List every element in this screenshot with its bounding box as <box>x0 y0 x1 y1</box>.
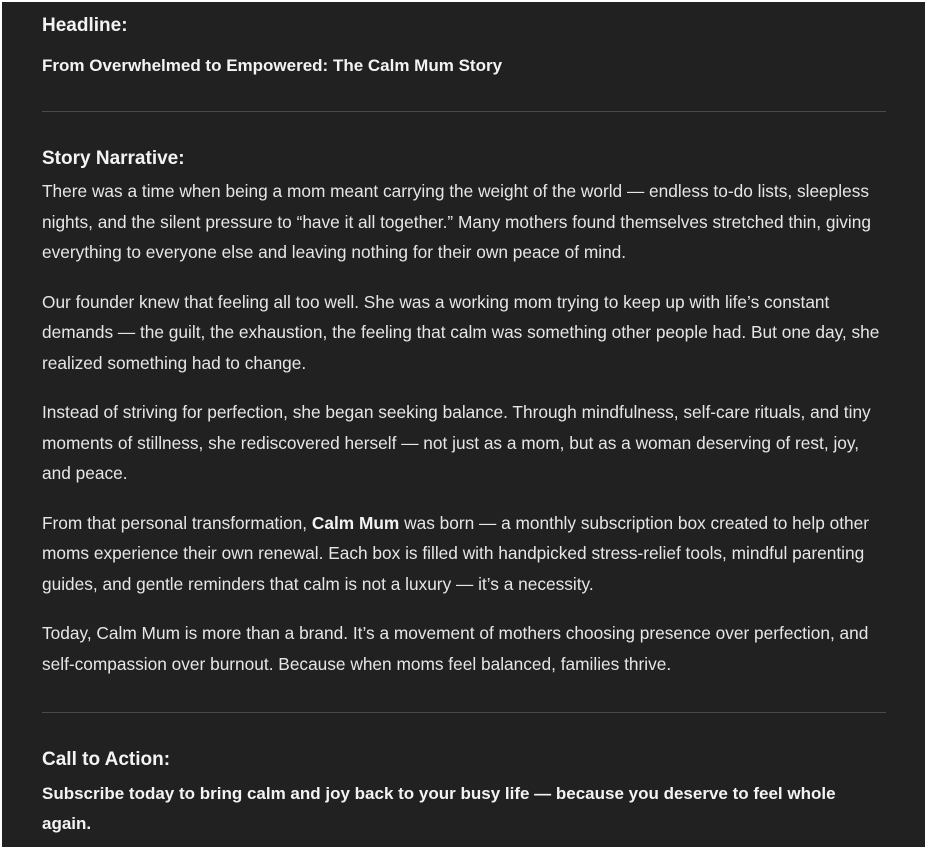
story-narrative-label: Story Narrative: <box>42 148 185 169</box>
narrative-paragraph: There was a time when being a mom meant carrying the weight of the world — endless to-do lists, sleepless nights, and the silent pressure to “have it all together.” Many mothers found themselves stretched thin, giving everything to everyone else and leaving nothing for their own peace of mind. <box>42 181 871 262</box>
narrative-paragraph: Today, Calm Mum is more than a brand. It’s a movement of mothers choosing presence over perfection, and self-compassion over burnout. Because when moms feel balanced, families thrive. <box>42 623 869 674</box>
brand-name-bold: Calm Mum <box>311 512 400 533</box>
headline-label: Headline: <box>42 15 128 36</box>
headline-text: From Overwhelmed to Empowered: The Calm Mum Story <box>42 56 503 75</box>
paragraph-text: From that personal transformation, <box>42 512 308 533</box>
document-panel <box>2 2 925 847</box>
paragraph-text: was born — a monthly subscription box created to help other moms experience their own renewal. Each box is filled with handpicked stress-relief tools, mindful parenting guides, and gentle reminders that calm is not a luxury — it’s a necessity. <box>42 512 870 594</box>
call-to-action-label: Call to Action: <box>42 749 171 770</box>
call-to-action-text: Subscribe today to bring calm and joy back to your busy life — because you deserve to feel whole again. <box>42 784 836 833</box>
document-content <box>42 2 886 839</box>
narrative-paragraph: Our founder knew that feeling all too well. She was a working mom trying to keep up with life’s constant demands — the guilt, the exhaustion, the feeling that calm was something other people had. But one day, she realized something had to change. <box>42 291 880 373</box>
narrative-paragraph: Instead of striving for perfection, she began seeking balance. Through mindfulness, self-care rituals, and tiny moments of stillness, she rediscovered herself — not just as a mom, but as a woman deserving of rest, joy, and peace. <box>42 402 871 483</box>
narrative-paragraph <box>42 508 886 600</box>
